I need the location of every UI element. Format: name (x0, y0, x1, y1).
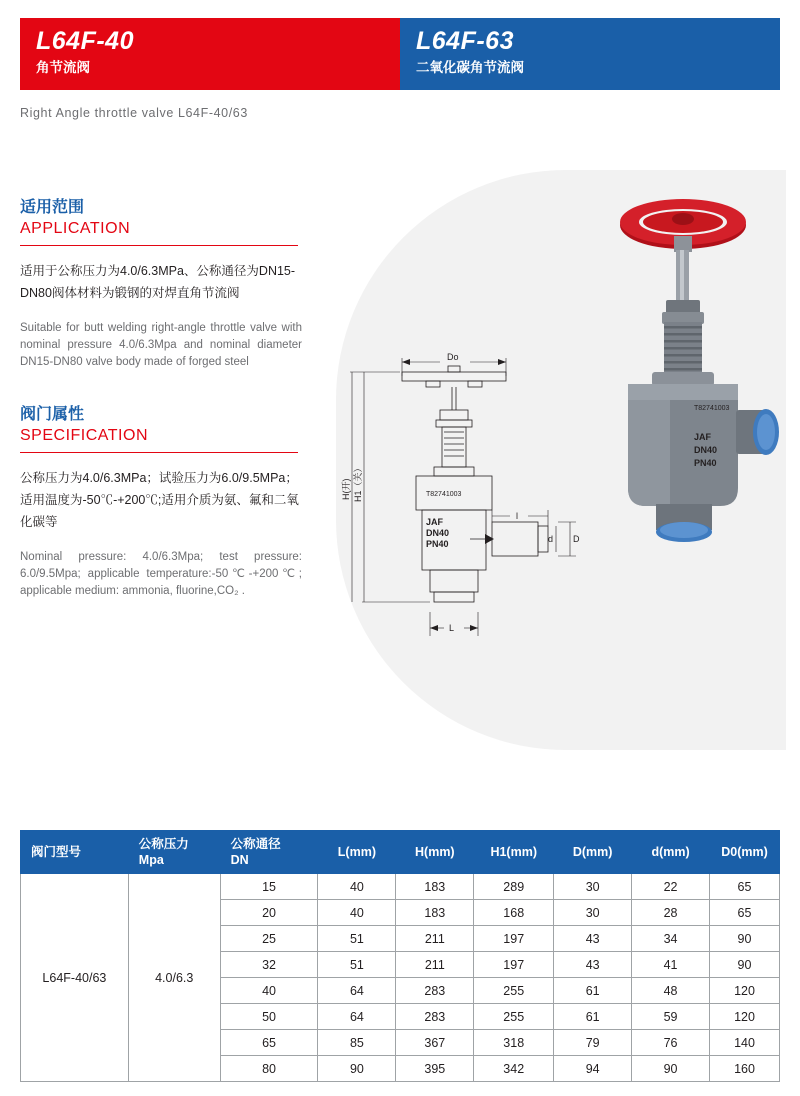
cell-d-cap: 61 (554, 978, 632, 1004)
cell-l: 64 (318, 978, 396, 1004)
cell-d0: 160 (710, 1056, 780, 1082)
drawing-body-text-3: PN40 (426, 539, 449, 549)
section-specification-title-cn: 阀门属性 (20, 406, 85, 423)
th-d0: D0(mm) (710, 831, 780, 874)
th-l: L(mm) (318, 831, 396, 874)
banner-right (400, 18, 780, 90)
section-application-body-en: Suitable for butt welding right-angle throttle valve with nominal pressure 4.0/6.3Mpa and nominal diameter DN15-DN80 valve body made of forged steel (20, 322, 302, 368)
cell-d-cap: 43 (554, 926, 632, 952)
cell-l: 40 (318, 874, 396, 900)
cell-d0: 65 (710, 874, 780, 900)
cell-d0: 90 (710, 952, 780, 978)
cell-h: 211 (396, 926, 474, 952)
cell-dn: 65 (220, 1030, 318, 1056)
section-specification-title-en: SPECIFICATION (20, 427, 148, 444)
cell-d0: 90 (710, 926, 780, 952)
cell-d-small: 34 (632, 926, 710, 952)
cell-h: 283 (396, 978, 474, 1004)
cell-l: 51 (318, 952, 396, 978)
specification-table (20, 830, 780, 1082)
product-photo (570, 188, 790, 648)
cell-l: 90 (318, 1056, 396, 1082)
cell-l: 51 (318, 926, 396, 952)
cell-dn: 20 (220, 900, 318, 926)
cell-h1: 255 (474, 978, 554, 1004)
photo-body-text-3: PN40 (694, 458, 717, 468)
cell-d-cap: 79 (554, 1030, 632, 1056)
cell-d-cap: 61 (554, 1004, 632, 1030)
banner-right-cn: 二氧化碳角节流阀 (416, 60, 524, 75)
drawing-body-text-1: JAF (426, 517, 444, 527)
cell-d-small: 76 (632, 1030, 710, 1056)
cell-d-small: 90 (632, 1056, 710, 1082)
cell-l: 64 (318, 1004, 396, 1030)
section-specification (20, 405, 320, 600)
photo-body-text-2: DN40 (694, 445, 718, 455)
cell-h: 211 (396, 952, 474, 978)
banner-left-cn: 角节流阀 (36, 60, 90, 75)
table-row (21, 874, 780, 900)
cell-d0: 120 (710, 1004, 780, 1030)
cell-d0: 65 (710, 900, 780, 926)
dim-label-h-open: H(开) (341, 478, 351, 500)
drawing-tag: T82741003 (426, 491, 462, 498)
text-column (20, 198, 320, 600)
cell-d-cap: 43 (554, 952, 632, 978)
banner-left-model: L64F-40 (36, 27, 134, 55)
section-application (20, 198, 320, 371)
cell-dn: 25 (220, 926, 318, 952)
th-dn: 公称通径 DN (220, 831, 318, 874)
section-specification-body-en: Nominal pressure: 4.0/6.3Mpa; test pressure: 6.0/9.5Mpa; applicable temperature:-50℃-+200℃; applicable medium: ammonia, fluorine,CO₂ . (20, 551, 302, 597)
photo-body-text-1: JAF (694, 432, 712, 442)
cell-h: 367 (396, 1030, 474, 1056)
cell-h1: 197 (474, 952, 554, 978)
section-application-body-cn: 适用于公称压力为4.0/6.3MPa、公称通径为DN15-DN80阀体材料为锻钢的对焊直角节流阀 (20, 264, 296, 300)
cell-d-cap: 30 (554, 900, 632, 926)
product-illustration-area (330, 170, 786, 770)
section-application-title-cn: 适用范围 (20, 199, 85, 216)
cell-dn: 40 (220, 978, 318, 1004)
specification-table-wrap (20, 830, 780, 1082)
cell-d-small: 41 (632, 952, 710, 978)
cell-l: 40 (318, 900, 396, 926)
cell-h: 183 (396, 900, 474, 926)
dim-label-l-small: l (516, 511, 518, 521)
cell-h: 283 (396, 1004, 474, 1030)
th-h1: H1(mm) (474, 831, 554, 874)
cell-h: 183 (396, 874, 474, 900)
cell-d-small: 22 (632, 874, 710, 900)
cell-h1: 342 (474, 1056, 554, 1082)
cell-h1: 289 (474, 874, 554, 900)
cell-h1: 255 (474, 1004, 554, 1030)
dim-label-d-small: d (548, 534, 554, 544)
cell-dn: 80 (220, 1056, 318, 1082)
th-h: H(mm) (396, 831, 474, 874)
cell-d0: 120 (710, 978, 780, 1004)
cell-d-small: 59 (632, 1004, 710, 1030)
section-divider (20, 452, 298, 453)
cell-model: L64F-40/63 (21, 874, 129, 1082)
cell-h1: 318 (474, 1030, 554, 1056)
th-d-small: d(mm) (632, 831, 710, 874)
cell-dn: 50 (220, 1004, 318, 1030)
cell-pressure: 4.0/6.3 (128, 874, 220, 1082)
cell-d-small: 28 (632, 900, 710, 926)
page-subtitle: Right Angle throttle valve L64F-40/63 (20, 106, 248, 120)
dim-label-d0: Do (447, 352, 459, 362)
banner-right-model: L64F-63 (416, 27, 514, 55)
drawing-body-text-2: DN40 (426, 528, 450, 538)
dim-label-d-cap: D (573, 534, 580, 544)
cell-d0: 140 (710, 1030, 780, 1056)
th-model: 阀门型号 (21, 831, 129, 874)
section-specification-body-cn: 公称压力为4.0/6.3MPa；试验压力为6.0/9.5MPa；适用温度为-50℃-+200℃;适用介质为氨、氟和二氧化碳等 (20, 471, 299, 529)
cell-h1: 168 (474, 900, 554, 926)
header-banners (20, 18, 780, 90)
cell-d-cap: 30 (554, 874, 632, 900)
cell-dn: 15 (220, 874, 318, 900)
cell-d-cap: 94 (554, 1056, 632, 1082)
th-pressure: 公称压力 Mpa (128, 831, 220, 874)
cell-h1: 197 (474, 926, 554, 952)
section-divider (20, 245, 298, 246)
cell-l: 85 (318, 1030, 396, 1056)
cell-h: 395 (396, 1056, 474, 1082)
cell-d-small: 48 (632, 978, 710, 1004)
dim-label-l: L (449, 623, 455, 633)
dim-label-h1-close: H1（关） (353, 463, 363, 502)
banner-left (20, 18, 400, 90)
photo-tag: T82741003 (694, 405, 730, 412)
cell-dn: 32 (220, 952, 318, 978)
table-header-row (21, 831, 780, 874)
section-application-title-en: APPLICATION (20, 220, 131, 237)
th-d-cap: D(mm) (554, 831, 632, 874)
